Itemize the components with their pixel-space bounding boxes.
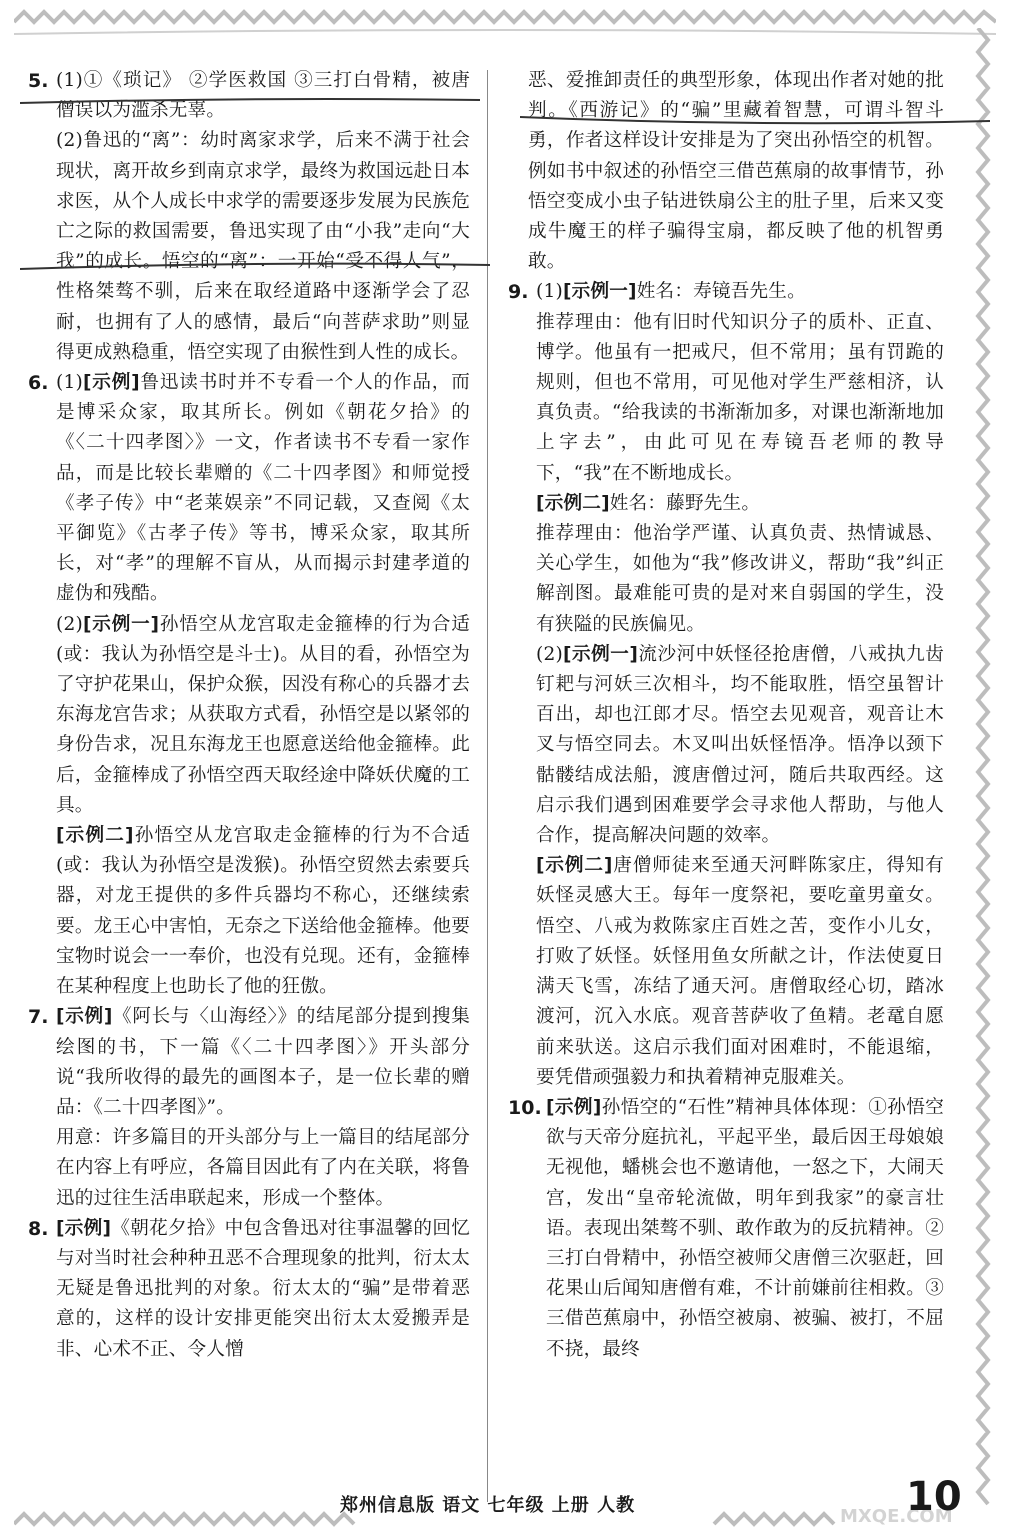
answer-text: 唐僧师徒来至通天河畔陈家庄，得知有妖怪灵感大王。每年一度祭祀，要吃童男童女。悟空、八戒为救陈家庄百姓之苦，变作小儿女，打败了妖怪。妖怪用鱼女所献之计，作法使夏日满天飞雪，冻结了通天河。唐僧取经心切，踏冰渡河，沉入水底。观音菩萨收了鱼精。老鼋自愿前来驮送。这启示我们面对困难时，不能退缩，要凭借顽强毅力和执着精神克服难关。: [536, 855, 945, 1088]
answer-part-2: 推荐理由：他有旧时代知识分子的质朴、正直、博学。他虽有一把戒尺，但不常用；虽有罚跪的规则，但也不常用，可见他对学生严慈相济，认真负责。“给我读的书渐渐加多，对课也渐渐地加上字去”，由此可见在寿镜吾老师的教导下，“我”在不断地成长。: [536, 311, 944, 484]
example-tag: [示例一]: [562, 643, 639, 665]
answer-part-3: [56, 821, 470, 1002]
question-number: 9.: [508, 281, 529, 304]
question-6: [28, 368, 470, 1002]
right-column: [508, 66, 944, 1365]
question-5: [28, 66, 470, 368]
example-tag: [示例二]: [536, 492, 610, 514]
answer-text: 姓名：寿镜吾先生。: [636, 281, 806, 303]
example-tag: [示例一]: [562, 281, 637, 303]
answer-text: 孙悟空从龙宫取走金箍棒的行为合适(或：我认为孙悟空是斗士)。从目的看，孙悟空为了守护花果山，保护众猴，因没有称心的兵器才去东海龙宫告求；从获取方式看，孙悟空是以紧邻的身份告求，况且东海龙王也愿意送给他金箍棒。此后，金箍棒成了孙悟空西天取经途中降妖伏魔的工具。: [56, 613, 471, 816]
answer-text: 鲁迅读书时并不专看一个人的作品，而是博采众家，取其所长。例如《朝花夕拾》的《〈二十四孝图〉》一文，作者读书不专看一家作品，而是比较长辈赠的《二十四孝图》和师觉授《孝子传》中“老莱娱亲”不同记载，又查阅《太平御览》《古孝子传》等书，博采众家，取其所长，对“孝”的理解不盲从，从而揭示封建孝道的虚伪和残酷。: [56, 372, 471, 605]
example-tag: [示例一]: [82, 613, 160, 635]
page-number: 10: [906, 1474, 962, 1520]
question-7: [28, 1002, 470, 1213]
part-label: (2): [536, 643, 563, 665]
answer-text: 姓名：藤野先生。: [609, 492, 761, 514]
answer-text: 孙悟空的“石性”精神具体体现：①孙悟空欲与天帝分庭抗礼，平起平坐，最后因王母娘娘无视他，蟠桃会也不邀请他，一怒之下，大闹天宫，发出“皇帝轮流做，明年到我家”的豪言壮语。表现出桀骜不驯、敢作敢为的反抗精神。②三打白骨精中，孙悟空被师父唐僧三次驱赶，回花果山后闻知唐僧有难，不计前嫌前往相救。③三借芭蕉扇中，孙悟空被扇、被骗、被打，不屈不挠，最终: [546, 1096, 945, 1360]
answer-text: 《阿长与〈山海经〉》的结尾部分提到搜集绘图的书，下一篇《〈二十四孝图〉》开头部分说“我所收得的最先的画图本子，是一位长辈的赠品：《二十四孝图》”。: [56, 1006, 470, 1118]
answer-part-3: [536, 489, 944, 519]
part-label: (1): [536, 281, 563, 303]
question-number: 6.: [28, 372, 49, 395]
answer-continued: 恶、爱推卸责任的典型形象，体现出作者对她的批判。《西游记》的“骗”里藏着智慧，可谓斗智斗勇，作者这样设计安排是为了突出孙悟空的机智。例如书中叙述的孙悟空三借芭蕉扇的故事情节，孙悟空变成小虫子钻进铁扇公主的肚子里，后来又变成牛魔王的样子骗得宝扇，都反映了他的机智勇敢。: [528, 70, 944, 273]
answer-part-1: [56, 1002, 470, 1123]
question-number: 10.: [508, 1096, 542, 1119]
part-label: (2): [56, 613, 83, 635]
column-divider: [487, 70, 488, 1502]
example-tag: [示例]: [546, 1096, 602, 1118]
question-number: 5.: [28, 70, 49, 92]
answer-part-1: (1)①《琐记》 ②学医救国 ③三打白骨精，被唐僧误以为滥杀无辜。: [56, 70, 470, 122]
left-column: [28, 66, 470, 1365]
answer-part-1: [546, 1093, 944, 1365]
answer-part-1: [536, 277, 944, 307]
answer-text: 孙悟空从龙宫取走金箍棒的行为不合适(或：我认为孙悟空是泼猴)。孙悟空贸然去索要兵器，对龙王提供的多件兵器均不称心，还继续索要。龙王心中害怕，无奈之下送给他金箍棒。他要宝物时说会一一奉价，也没有兑现。还有，金箍棒在某种程度上也助长了他的狂傲。: [56, 825, 471, 998]
answer-part-1: [56, 368, 470, 610]
question-10: [508, 1093, 944, 1365]
answer-part-6: [536, 851, 944, 1093]
example-tag: [示例二]: [56, 825, 134, 847]
question-number: 8.: [28, 1217, 49, 1240]
question-8: [28, 1214, 470, 1365]
question-9: [508, 277, 944, 1092]
answer-part-2: 用意：许多篇目的开头部分与上一篇目的结尾部分在内容上有呼应，各篇目因此有了内在关联，将鲁迅的过往生活串联起来，形成一个整体。: [56, 1127, 470, 1209]
question-8-continued: [508, 66, 944, 277]
answer-text: 《朝花夕拾》中包含鲁迅对往事温馨的回忆与对当时社会种种丑恶不合理现象的批判，衍太太无疑是鲁迅批判的对象。衍太太的“骗”是带着恶意的，这样的设计安排更能突出衍太太爱搬弄是非、心术不正、令人憎: [56, 1217, 470, 1360]
answer-part-2: [56, 610, 470, 821]
answer-part-5: [536, 640, 944, 851]
example-tag: [示例]: [82, 372, 140, 394]
top-border-decoration: [14, 0, 996, 40]
answer-part-2: (2)鲁迅的“离”：幼时离家求学，后来不满于社会现状，离开故乡到南京求学，最终为救国远赴日本求医，从个人成长中求学的需要逐步发展为民族危亡之际的救国需要，鲁迅实现了由“小我”走向“大我”的成长。悟空的“离”：一开始“受不得人气”，性格桀骜不驯，后来在取经道路中逐渐学会了忍耐，也拥有了人的感情，最后“向菩萨求助”则显得更成熟稳重，悟空实现了由猴性到人性的成长。: [56, 130, 470, 363]
right-border-decoration: [948, 28, 998, 1508]
part-label: (1): [56, 372, 83, 394]
answer-part-4: 推荐理由：他治学严谨、认真负责、热情诚恳、关心学生，如他为“我”修改讲义，帮助“我”纠正解剖图。最难能可贵的是对来自弱国的学生，没有狭隘的民族偏见。: [536, 523, 944, 635]
watermark-text: MXQE.COM: [840, 1506, 953, 1527]
example-tag: [示例]: [56, 1006, 113, 1028]
question-number: 7.: [28, 1006, 49, 1029]
example-tag: [示例]: [56, 1217, 112, 1239]
answer-part-1: [56, 1214, 470, 1365]
example-tag: [示例二]: [536, 855, 613, 877]
edition-info: 郑州信息版 语文 七年级 上册 人教: [340, 1495, 636, 1516]
answer-text: 流沙河中妖怪径抢唐僧，八戒执九齿钉耙与河妖三次相斗，均不能取胜，悟空虽智计百出，却也江郎才尽。悟空去见观音，观音让木叉与悟空同去。木叉叫出妖怪悟净。悟净以颈下骷髅结成法船，渡唐僧过河，随后共取西经。这启示我们遇到困难要学会寻求他人帮助，与他人合作，提高解决问题的效率。: [536, 643, 944, 847]
